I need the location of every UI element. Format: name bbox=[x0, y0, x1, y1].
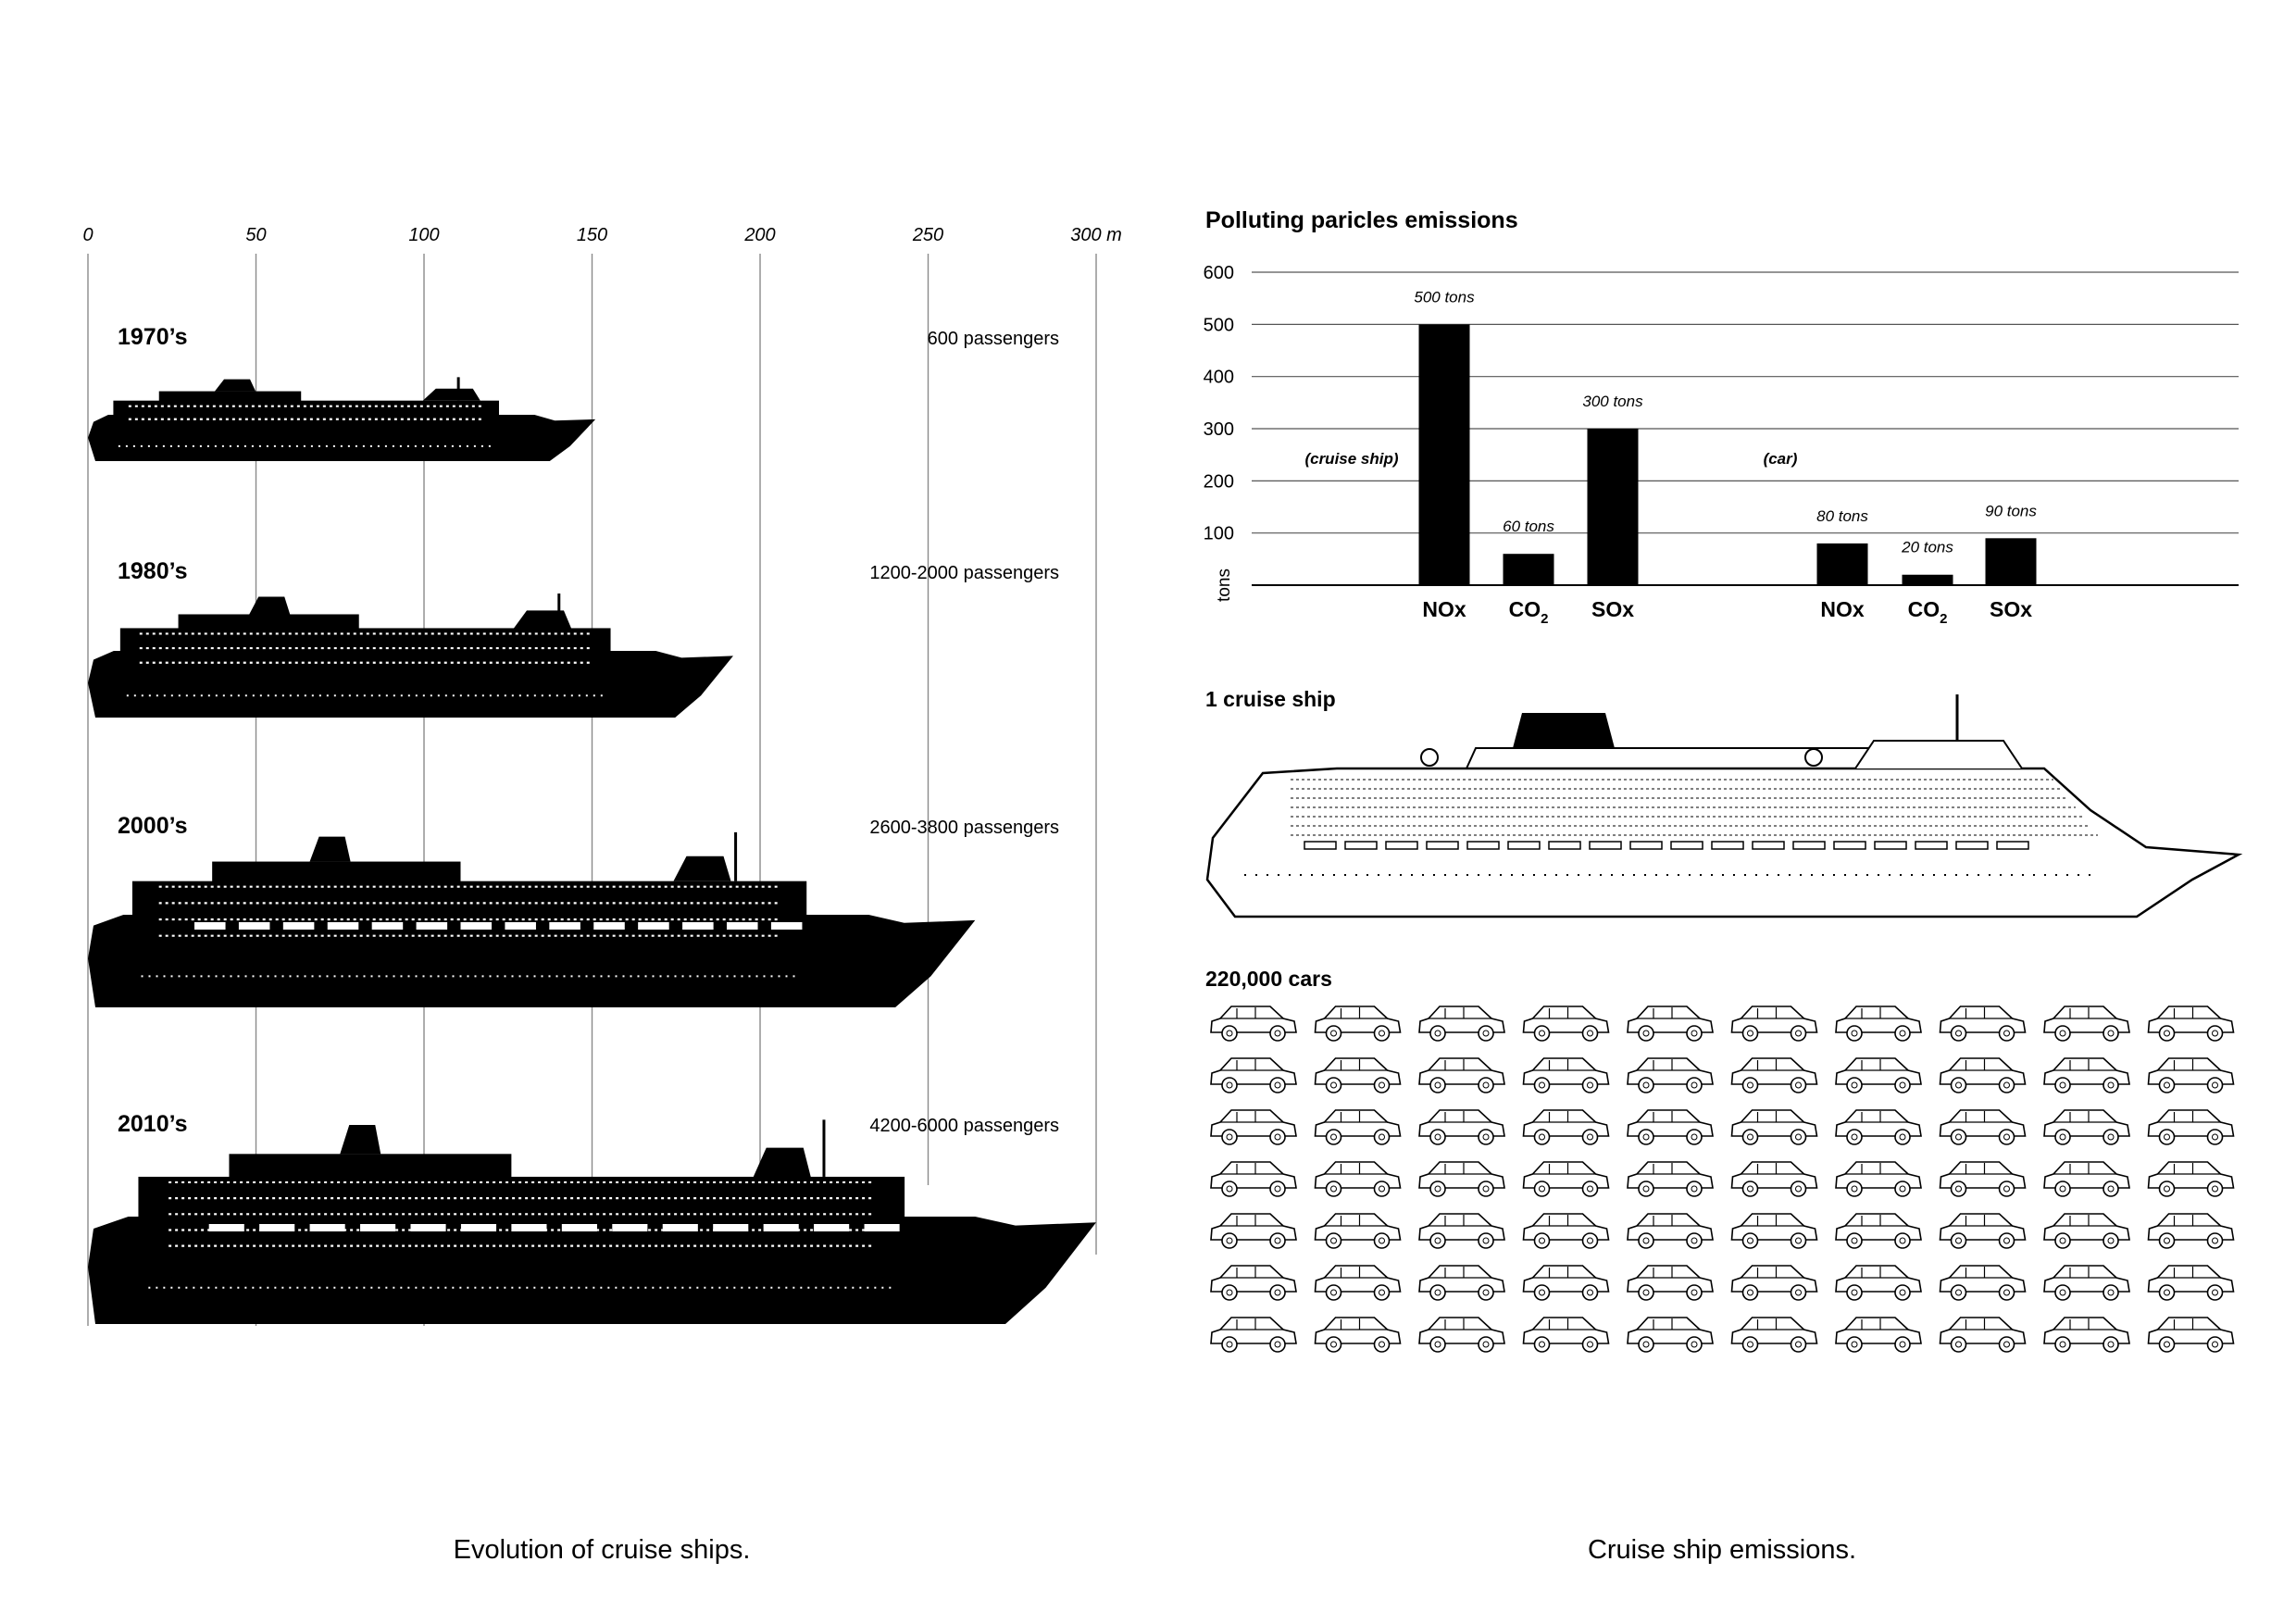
car-icon bbox=[1211, 1110, 1296, 1144]
car-icon bbox=[1419, 1266, 1504, 1300]
bar-value-label: 500 tons bbox=[1414, 288, 1475, 306]
car-icon bbox=[1732, 1214, 1817, 1248]
chart-title: Polluting paricles emissions bbox=[1205, 207, 1518, 233]
scale-tick-label: 250 bbox=[912, 225, 944, 245]
ship-funnel-deck bbox=[212, 862, 460, 883]
ship-bridge bbox=[754, 1148, 811, 1177]
ship-lifeboat bbox=[865, 1224, 900, 1231]
evolution-caption: Evolution of cruise ships. bbox=[453, 1535, 751, 1565]
scale-tick-labels bbox=[82, 225, 1121, 245]
car-icon bbox=[1732, 1006, 1817, 1041]
car-icon bbox=[1211, 1058, 1296, 1093]
car-icon bbox=[1836, 1058, 1921, 1093]
car-icon bbox=[1419, 1162, 1504, 1196]
bar-value-label: 90 tons bbox=[1985, 502, 2037, 520]
ship-lifeboat bbox=[1630, 842, 1662, 849]
ship-lifeboat bbox=[328, 922, 359, 930]
group-label: (cruise ship) bbox=[1304, 450, 1399, 468]
ship-3 bbox=[88, 813, 1059, 1007]
car-icon bbox=[2149, 1162, 2234, 1196]
scale-tick-label: 200 bbox=[744, 225, 776, 245]
car-icon bbox=[1732, 1058, 1817, 1093]
ship-lifeboat bbox=[1671, 842, 1703, 849]
ship-lifeboat bbox=[549, 922, 580, 930]
ship-lifeboat bbox=[239, 922, 270, 930]
emissions-panel bbox=[1204, 207, 2239, 1565]
car-icon bbox=[1211, 1214, 1296, 1248]
ship-1 bbox=[88, 324, 1059, 461]
car-icon bbox=[1419, 1110, 1504, 1144]
car-icon bbox=[1524, 1162, 1609, 1196]
ship-lifeboat bbox=[663, 1224, 698, 1231]
ship-lifeboat bbox=[1508, 842, 1540, 849]
ship-lifeboat bbox=[612, 1224, 647, 1231]
ship-lifeboat bbox=[1956, 842, 1988, 849]
y-axis-label: tons bbox=[1215, 568, 1234, 602]
ship-lifeboat bbox=[682, 922, 714, 930]
evolution-panel bbox=[82, 225, 1121, 1565]
car-icon bbox=[1524, 1006, 1609, 1041]
ship-lifeboat bbox=[283, 922, 315, 930]
ship-hull bbox=[88, 1217, 1096, 1324]
car-icon bbox=[1732, 1110, 1817, 1144]
scale-tick-label: 300 m bbox=[1070, 225, 1122, 245]
ship-lifeboat bbox=[310, 1224, 345, 1231]
car-icon bbox=[1316, 1214, 1401, 1248]
bar-value-label: 300 tons bbox=[1582, 393, 1643, 411]
car-icon bbox=[1524, 1214, 1609, 1248]
ship-lifeboat bbox=[1386, 842, 1417, 849]
ship-hull bbox=[88, 651, 733, 718]
ship-lifeboat bbox=[562, 1224, 597, 1231]
y-tick-label: 100 bbox=[1203, 523, 1234, 544]
ship-era-label: 1980’s bbox=[118, 558, 188, 584]
ship-passenger-label: 1200-2000 passengers bbox=[869, 563, 1059, 583]
car-icon bbox=[1316, 1058, 1401, 1093]
ship-2 bbox=[88, 558, 1059, 718]
bar bbox=[1504, 554, 1554, 585]
ship-bridge bbox=[423, 389, 480, 401]
ship-lifeboat bbox=[1997, 842, 2028, 849]
car-icon bbox=[1316, 1162, 1401, 1196]
car-icon bbox=[1940, 1006, 2026, 1041]
car-icon bbox=[1836, 1110, 1921, 1144]
car-icon bbox=[1940, 1318, 2026, 1352]
ship-bridge bbox=[1855, 741, 2022, 768]
ship-lifeboat bbox=[764, 1224, 799, 1231]
x-category-label: SOx bbox=[1989, 597, 2033, 621]
ship-passenger-label: 600 passengers bbox=[927, 329, 1059, 349]
car-icon bbox=[2149, 1006, 2234, 1041]
bar-value-label: 60 tons bbox=[1503, 518, 1554, 536]
ship-lifeboat bbox=[360, 1224, 395, 1231]
ship-era-label: 2010’s bbox=[118, 1111, 188, 1137]
car-icon bbox=[2044, 1162, 2129, 1196]
car-icon-grid bbox=[1211, 1006, 2234, 1352]
ship-funnel bbox=[310, 837, 351, 862]
car-icon bbox=[2149, 1058, 2234, 1093]
ship-lifeboat bbox=[593, 922, 625, 930]
car-icon bbox=[1732, 1318, 1817, 1352]
ship-lifeboat bbox=[209, 1224, 244, 1231]
car-icon bbox=[1628, 1214, 1713, 1248]
car-icon bbox=[2044, 1058, 2129, 1093]
car-icon bbox=[2149, 1214, 2234, 1248]
y-tick-label: 400 bbox=[1203, 367, 1234, 388]
ship-lifeboat bbox=[1427, 842, 1458, 849]
car-icon bbox=[1211, 1318, 1296, 1352]
car-icon bbox=[1940, 1162, 2026, 1196]
car-icon bbox=[2044, 1110, 2129, 1144]
car-icon bbox=[1316, 1110, 1401, 1144]
ship-passenger-label: 4200-6000 passengers bbox=[869, 1116, 1059, 1136]
ship-era-label: 1970’s bbox=[118, 324, 188, 350]
car-icon bbox=[1836, 1214, 1921, 1248]
ship-lifeboat bbox=[461, 1224, 496, 1231]
ship-lifeboat bbox=[713, 1224, 748, 1231]
bar bbox=[1419, 324, 1470, 585]
cars-label: 220,000 cars bbox=[1205, 967, 1332, 991]
car-icon bbox=[1940, 1266, 2026, 1300]
ship-lifeboat bbox=[460, 922, 492, 930]
car-icon bbox=[1836, 1162, 1921, 1196]
ship-era-label: 2000’s bbox=[118, 813, 188, 839]
y-tick-label: 200 bbox=[1203, 471, 1234, 493]
ship-lifeboat bbox=[1304, 842, 1336, 849]
single-cruise-ship-drawing bbox=[1207, 694, 2239, 917]
car-icon bbox=[1940, 1058, 2026, 1093]
car-icon bbox=[1732, 1266, 1817, 1300]
car-icon bbox=[1316, 1266, 1401, 1300]
ship-funnel bbox=[1513, 713, 1615, 748]
car-icon bbox=[1211, 1162, 1296, 1196]
ship-lifeboat bbox=[372, 922, 404, 930]
ship-radar-dome bbox=[1421, 749, 1438, 766]
ship-funnel-deck bbox=[179, 614, 359, 629]
car-icon bbox=[1940, 1214, 2026, 1248]
ship-lifeboat bbox=[1915, 842, 1947, 849]
scale-tick-label: 0 bbox=[82, 225, 94, 245]
ship-lifeboat bbox=[638, 922, 669, 930]
car-icon bbox=[1419, 1318, 1504, 1352]
bar bbox=[1817, 543, 1868, 585]
ship-lifeboat bbox=[194, 922, 226, 930]
ship-funnel-deck bbox=[159, 392, 301, 402]
x-category-subscript: 2 bbox=[1541, 611, 1549, 627]
ship-lifeboat bbox=[511, 1224, 546, 1231]
x-category-label: SOx bbox=[1591, 597, 1635, 621]
car-icon bbox=[1628, 1110, 1713, 1144]
ship-funnel bbox=[340, 1125, 381, 1154]
y-tick-label: 500 bbox=[1203, 315, 1234, 336]
ship-lifeboat bbox=[1549, 842, 1580, 849]
car-icon bbox=[1628, 1266, 1713, 1300]
ship-lifeboat bbox=[814, 1224, 849, 1231]
car-icon bbox=[2149, 1110, 2234, 1144]
car-icon bbox=[1211, 1266, 1296, 1300]
x-category-label: $CO_2$ bbox=[1508, 597, 1549, 627]
bar-value-label: 80 tons bbox=[1816, 506, 1868, 525]
emissions-bar-chart bbox=[1204, 263, 2239, 627]
ship-superstructure bbox=[138, 1177, 905, 1222]
car-icon bbox=[1836, 1318, 1921, 1352]
car-icon bbox=[1732, 1162, 1817, 1196]
car-icon bbox=[1524, 1110, 1609, 1144]
car-icon bbox=[1316, 1006, 1401, 1041]
car-icon bbox=[1211, 1006, 1296, 1041]
cruise-ship-label: 1 cruise ship bbox=[1205, 687, 1336, 711]
car-icon bbox=[1524, 1058, 1609, 1093]
x-category-label: NOx bbox=[1422, 597, 1466, 621]
ship-funnel-deck bbox=[229, 1154, 511, 1179]
ship-superstructure bbox=[113, 401, 499, 420]
ship-hull bbox=[88, 415, 595, 461]
group-label: (car) bbox=[1763, 450, 1798, 468]
ship-radar-dome bbox=[1805, 749, 1822, 766]
ship-lifeboat bbox=[1712, 842, 1743, 849]
ship-lifeboat bbox=[771, 922, 803, 930]
car-icon bbox=[1524, 1318, 1609, 1352]
car-icon bbox=[1419, 1006, 1504, 1041]
bar bbox=[1986, 538, 2037, 585]
car-icon bbox=[1628, 1162, 1713, 1196]
ship-lifeboat bbox=[727, 922, 758, 930]
car-icon bbox=[2044, 1006, 2129, 1041]
ship-lifeboat bbox=[1590, 842, 1621, 849]
ship-lifeboat bbox=[259, 1224, 294, 1231]
ship-lifeboat bbox=[505, 922, 536, 930]
emissions-caption: Cruise ship emissions. bbox=[1587, 1535, 1857, 1565]
ship-lifeboat bbox=[1793, 842, 1825, 849]
car-icon bbox=[1628, 1058, 1713, 1093]
car-icon bbox=[1628, 1006, 1713, 1041]
scale-tick-label: 100 bbox=[408, 225, 440, 245]
car-icon bbox=[2149, 1318, 2234, 1352]
car-icon bbox=[1419, 1058, 1504, 1093]
scale-tick-label: 50 bbox=[245, 225, 267, 245]
ship-funnel bbox=[215, 380, 256, 392]
ship-lifeboat bbox=[1753, 842, 1784, 849]
bar-value-label: 20 tons bbox=[1902, 538, 1953, 556]
car-icon bbox=[2044, 1266, 2129, 1300]
x-category-subscript: 2 bbox=[1940, 611, 1948, 627]
ship-top-deck bbox=[1466, 748, 1897, 768]
y-tick-label: 600 bbox=[1203, 263, 1234, 284]
ship-lifeboat bbox=[1467, 842, 1499, 849]
ship-lifeboat bbox=[1875, 842, 1906, 849]
car-icon bbox=[1419, 1214, 1504, 1248]
car-icon bbox=[1836, 1006, 1921, 1041]
car-icon bbox=[1628, 1318, 1713, 1352]
ship-bridge bbox=[514, 610, 571, 628]
ship-passenger-label: 2600-3800 passengers bbox=[869, 818, 1059, 838]
x-category-label: $CO_2$ bbox=[1907, 597, 1948, 627]
ship-lifeboat bbox=[417, 922, 448, 930]
car-icon bbox=[1940, 1110, 2026, 1144]
ship-superstructure bbox=[120, 628, 611, 656]
car-icon bbox=[2044, 1318, 2129, 1352]
ship-lifeboat bbox=[410, 1224, 445, 1231]
car-icon bbox=[2044, 1214, 2129, 1248]
bar bbox=[1903, 575, 1953, 585]
car-icon bbox=[2149, 1266, 2234, 1300]
scale-tick-label: 150 bbox=[576, 225, 608, 245]
car-icon bbox=[1316, 1318, 1401, 1352]
car-icon bbox=[1524, 1266, 1609, 1300]
bar bbox=[1588, 429, 1639, 585]
ship-lifeboat bbox=[1834, 842, 1866, 849]
y-tick-label: 300 bbox=[1203, 419, 1234, 441]
ship-bridge bbox=[673, 856, 730, 881]
x-category-label: NOx bbox=[1820, 597, 1865, 621]
ship-lifeboat bbox=[1345, 842, 1377, 849]
car-icon bbox=[1836, 1266, 1921, 1300]
